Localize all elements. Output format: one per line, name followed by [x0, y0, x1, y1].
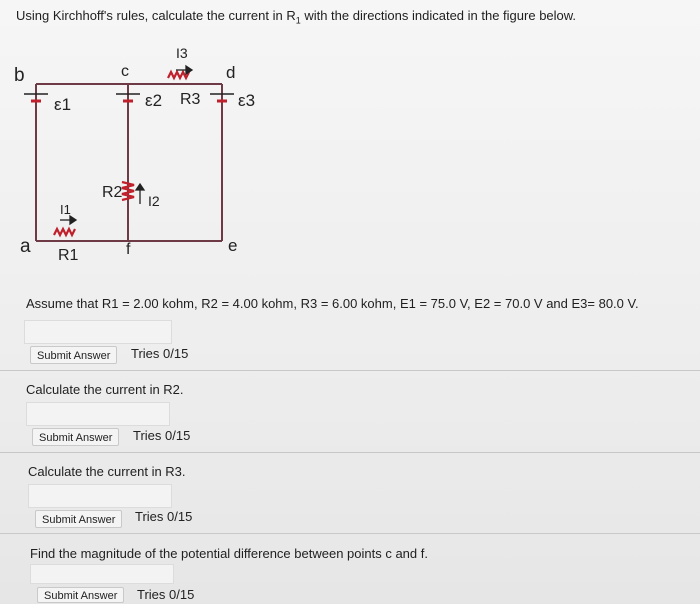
- label-emf1: ε1: [54, 95, 72, 114]
- question-prefix: Using Kirchhoff's rules, calculate the current in R: [16, 8, 296, 23]
- assume-text: Assume that R1 = 2.00 kohm, R2 = 4.00 kohm, R3 = 6.00 kohm, E1 = 75.0 V, E2 = 70.0 V and E3= 80.0 V.: [26, 296, 639, 311]
- label-r2: R2: [102, 184, 123, 201]
- label-r3: R3: [180, 91, 201, 108]
- label-i2: I2: [148, 193, 160, 209]
- question-potential: Find the magnitude of the potential difference between points c and f.: [30, 546, 428, 561]
- answer-field-1[interactable]: [24, 320, 172, 344]
- label-emf2: ε2: [145, 91, 163, 110]
- tries-1: Tries 0/15: [131, 346, 189, 361]
- answer-field-4[interactable]: [30, 564, 174, 584]
- label-f: f: [126, 241, 131, 258]
- label-d: d: [226, 63, 236, 82]
- question-r2: Calculate the current in R2.: [26, 382, 184, 397]
- label-emf3: ε3: [238, 91, 256, 110]
- question-sub: 1: [295, 15, 301, 26]
- tries-2: Tries 0/15: [133, 428, 191, 443]
- answer-field-3[interactable]: [28, 484, 172, 508]
- circuit-diagram: [0, 34, 300, 270]
- label-i1: I1: [60, 202, 71, 217]
- divider-2: [0, 452, 700, 453]
- label-r1: R1: [58, 247, 79, 264]
- resistor-r1: [54, 229, 75, 235]
- divider-1: [0, 370, 700, 371]
- submit-button-2[interactable]: Submit Answer: [32, 428, 119, 446]
- arrow-i1: [60, 216, 76, 224]
- label-a: a: [20, 236, 31, 257]
- submit-button-1[interactable]: Submit Answer: [30, 346, 117, 364]
- label-e: e: [228, 236, 238, 255]
- question-suffix: with the directions indicated in the figure below.: [300, 8, 577, 23]
- divider-3: [0, 533, 700, 534]
- answer-field-2[interactable]: [26, 402, 170, 426]
- arrow-i2: [136, 184, 144, 204]
- tries-4: Tries 0/15: [137, 587, 195, 602]
- label-i3: I3: [176, 45, 188, 61]
- submit-button-3[interactable]: Submit Answer: [35, 510, 122, 528]
- tries-3: Tries 0/15: [135, 509, 193, 524]
- question-text: [16, 8, 576, 26]
- label-b: b: [14, 65, 25, 86]
- label-c: c: [121, 63, 129, 80]
- question-r3: Calculate the current in R3.: [28, 464, 186, 479]
- submit-button-4[interactable]: Submit Answer: [37, 587, 124, 603]
